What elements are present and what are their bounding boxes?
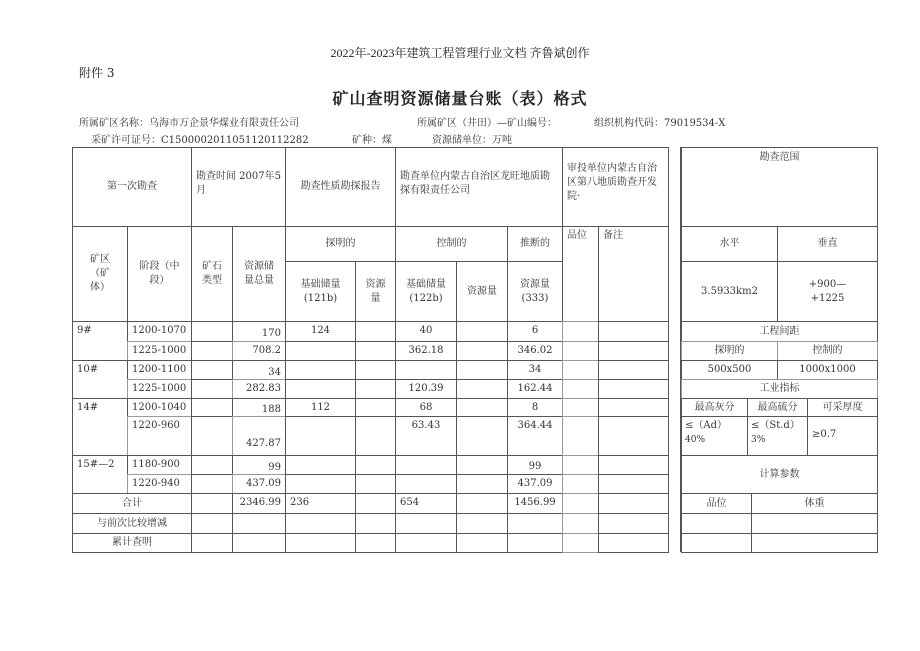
ore-type-cell bbox=[191, 493, 233, 514]
stage-cell: 1180-900 bbox=[127, 455, 192, 475]
remarks-cell bbox=[598, 360, 669, 380]
calc-grade: 品位 bbox=[681, 493, 752, 514]
empty-cell bbox=[507, 513, 563, 534]
empty-cell bbox=[562, 513, 599, 534]
ore-type-cell bbox=[191, 455, 233, 475]
ore-type-cell bbox=[191, 379, 233, 399]
total-cell: 99 bbox=[232, 455, 286, 475]
stage-cell: 1225-1000 bbox=[127, 379, 192, 399]
calc-title: 计算参数 bbox=[681, 455, 878, 494]
b121-cell bbox=[285, 360, 356, 380]
b122-cell bbox=[395, 455, 457, 475]
header-basic-121b: 基础储量(121b) bbox=[285, 261, 356, 322]
total-cell: 170 bbox=[232, 321, 286, 342]
r-controlled-cell bbox=[456, 398, 508, 417]
r-proven-cell bbox=[355, 321, 396, 342]
grade-cell bbox=[562, 398, 599, 417]
empty-cell bbox=[285, 533, 356, 553]
empty-cell bbox=[562, 533, 599, 553]
remarks-cell bbox=[598, 474, 669, 494]
header-total: 资源储量总量 bbox=[232, 226, 286, 322]
remarks-cell bbox=[598, 416, 669, 456]
spacing-proven: 探明的 bbox=[681, 341, 778, 361]
mineral-type: 矿种：煤 bbox=[352, 135, 392, 146]
header-resource-333: 资源量(333) bbox=[507, 261, 563, 322]
industry-title: 工业指标 bbox=[681, 379, 878, 399]
empty-cell bbox=[191, 513, 233, 534]
ore-type-cell bbox=[191, 341, 233, 361]
ore-type-cell bbox=[191, 398, 233, 417]
b121-cell bbox=[285, 341, 356, 361]
license-number: 采矿许可证号：C1500002011051120112282 bbox=[91, 135, 309, 146]
remarks-cell bbox=[598, 493, 669, 514]
district-cell: 15#—2 bbox=[72, 455, 128, 494]
district-cell: 9# bbox=[72, 321, 128, 361]
header-controlled: 控制的 bbox=[395, 226, 508, 262]
total-cell: 437.09 bbox=[232, 474, 286, 494]
empty-cell bbox=[751, 533, 878, 553]
r-controlled-cell bbox=[456, 360, 508, 380]
r333-cell: 162.44 bbox=[507, 379, 563, 399]
empty-cell bbox=[395, 533, 457, 553]
district-cell: 10# bbox=[72, 360, 128, 399]
r-controlled-cell bbox=[456, 416, 508, 456]
b122-cell: 362.18 bbox=[395, 341, 457, 361]
remarks-cell bbox=[598, 341, 669, 361]
empty-cell bbox=[681, 513, 752, 534]
stage-cell: 1225-1000 bbox=[127, 341, 192, 361]
remarks-cell bbox=[598, 398, 669, 417]
district-name: 所属矿区名称：乌海市万企景华煤业有限责任公司 bbox=[79, 118, 299, 129]
total-cell: 282.83 bbox=[232, 379, 286, 399]
sum-total: 2346.99 bbox=[232, 493, 286, 514]
b122-cell bbox=[395, 474, 457, 494]
review-unit: 审投单位内蒙古自治区第八地质勘查开发院· bbox=[562, 147, 669, 227]
b122-cell: 120.39 bbox=[395, 379, 457, 399]
header-remarks: 备注 bbox=[598, 226, 669, 322]
remarks-cell bbox=[598, 379, 669, 399]
grade-cell bbox=[562, 493, 599, 514]
document-header: 2022年-2023年建筑工程管理行业文档 齐鲁斌创作 bbox=[330, 46, 590, 60]
page-title: 矿山查明资源储量台账（表）格式 bbox=[332, 89, 588, 108]
spacing-title: 工程间距 bbox=[681, 321, 878, 342]
r-proven-cell bbox=[355, 341, 396, 361]
compare-label: 与前次比较增减 bbox=[72, 513, 192, 534]
sum-b122: 654 bbox=[395, 493, 457, 514]
max-ash-label: 最高灰分 bbox=[681, 398, 748, 417]
r-controlled-cell bbox=[456, 455, 508, 475]
sum-label: 合计 bbox=[72, 493, 192, 514]
district-cell: 14# bbox=[72, 398, 128, 456]
r-proven-cell bbox=[355, 455, 396, 475]
r-proven-cell bbox=[355, 360, 396, 380]
b121-cell: 112 bbox=[285, 398, 356, 417]
ore-type-cell bbox=[191, 416, 233, 456]
stage-cell: 1220-960 bbox=[127, 416, 192, 456]
r333-cell: 346.02 bbox=[507, 341, 563, 361]
grade-cell bbox=[562, 321, 599, 342]
r-controlled-cell bbox=[456, 321, 508, 342]
spacing-controlled: 控制的 bbox=[777, 341, 878, 361]
r333-cell: 99 bbox=[507, 455, 563, 475]
horizontal-value: 3.5933km2 bbox=[681, 261, 778, 322]
survey-nature: 勘查性质勘探报告 bbox=[285, 147, 396, 227]
empty-cell bbox=[681, 533, 752, 553]
mine-number: 所属矿区（井田）—矿山编号： bbox=[417, 118, 557, 129]
stage-cell: 1220-940 bbox=[127, 474, 192, 494]
b121-cell bbox=[285, 379, 356, 399]
total-cell: 34 bbox=[232, 360, 286, 380]
ash-value-line2: 40% bbox=[685, 435, 706, 445]
r333-cell: 437.09 bbox=[507, 474, 563, 494]
survey-unit: 勘查单位内蒙古自治区龙旺地质勘探有限责任公司 bbox=[395, 147, 563, 227]
unit-label: 资源储单位：万吨 bbox=[432, 135, 512, 146]
vertical-label: 垂直 bbox=[777, 226, 878, 262]
total-cell: 188 bbox=[232, 398, 286, 417]
ash-value-line1: ≤（Ad） bbox=[685, 420, 728, 431]
ore-type-cell bbox=[191, 360, 233, 380]
thickness-value: ≥0.7 bbox=[807, 416, 878, 456]
header-ore-type: 矿石类型 bbox=[191, 226, 233, 322]
ash-value bbox=[681, 416, 748, 456]
header-resource-controlled: 资源量 bbox=[456, 261, 508, 322]
min-thickness-label: 可采厚度 bbox=[807, 398, 878, 417]
grade-cell bbox=[562, 416, 599, 456]
r-proven-cell bbox=[355, 379, 396, 399]
sum-r333: 1456.99 bbox=[507, 493, 563, 514]
header-stage: 阶段（中段） bbox=[127, 226, 192, 322]
sum-b121: 236 bbox=[285, 493, 356, 514]
total-cell: 708.2 bbox=[232, 341, 286, 361]
remarks-cell bbox=[598, 321, 669, 342]
remarks-cell bbox=[598, 455, 669, 475]
b121-cell bbox=[285, 455, 356, 475]
b122-cell: 68 bbox=[395, 398, 457, 417]
stage-cell: 1200-1040 bbox=[127, 398, 192, 417]
empty-cell bbox=[751, 513, 878, 534]
max-sulfur-label: 最高硫分 bbox=[747, 398, 808, 417]
vertical-value: +900—+1225 bbox=[777, 261, 878, 322]
total-cell: 427.87 bbox=[232, 416, 286, 456]
r-proven-cell bbox=[355, 398, 396, 417]
grade-cell bbox=[562, 455, 599, 475]
grade-cell bbox=[562, 379, 599, 399]
stage-cell: 1200-1070 bbox=[127, 321, 192, 342]
grade-cell bbox=[562, 360, 599, 380]
spacing-controlled-value: 1000x1000 bbox=[777, 360, 878, 380]
ore-type-cell bbox=[191, 474, 233, 494]
r-controlled-cell bbox=[456, 379, 508, 399]
r-controlled-cell bbox=[456, 474, 508, 494]
empty-cell bbox=[355, 533, 396, 553]
horizontal-label: 水平 bbox=[681, 226, 778, 262]
org-code: 组织机构代码：79019534-X bbox=[594, 118, 726, 129]
ore-type-cell bbox=[191, 321, 233, 342]
b122-cell bbox=[395, 360, 457, 380]
sulfur-value-line1: ≤（St.d） bbox=[751, 420, 800, 431]
header-proven: 探明的 bbox=[285, 226, 396, 262]
empty-cell bbox=[285, 513, 356, 534]
header-grade: 品位 bbox=[562, 226, 599, 322]
header-resource-proven: 资源量 bbox=[355, 261, 396, 322]
grade-cell bbox=[562, 474, 599, 494]
empty-cell bbox=[598, 533, 669, 553]
cumulative-label: 累计查明 bbox=[72, 533, 192, 553]
empty-cell bbox=[456, 513, 508, 534]
stage-cell: 1200-1100 bbox=[127, 360, 192, 380]
empty-cell bbox=[232, 533, 286, 553]
r333-cell: 6 bbox=[507, 321, 563, 342]
calc-density: 体重 bbox=[751, 493, 878, 514]
header-district: 矿区（矿体） bbox=[72, 226, 128, 322]
sulfur-value-line2: 3% bbox=[751, 435, 766, 445]
r333-cell: 8 bbox=[507, 398, 563, 417]
r333-cell: 364.44 bbox=[507, 416, 563, 456]
header-inferred: 推断的 bbox=[507, 226, 563, 262]
first-survey: 第一次勘查 bbox=[72, 147, 192, 227]
b121-cell: 124 bbox=[285, 321, 356, 342]
empty-cell bbox=[191, 533, 233, 553]
r-controlled-cell bbox=[456, 341, 508, 361]
r-proven-cell bbox=[355, 493, 396, 514]
b122-cell: 63.43 bbox=[395, 416, 457, 456]
b121-cell bbox=[285, 416, 356, 456]
empty-cell bbox=[507, 533, 563, 553]
empty-cell bbox=[456, 533, 508, 553]
empty-cell bbox=[598, 513, 669, 534]
spacing-proven-value: 500x500 bbox=[681, 360, 778, 380]
empty-cell bbox=[355, 513, 396, 534]
attachment-label: 附件 3 bbox=[79, 66, 115, 80]
empty-cell bbox=[395, 513, 457, 534]
survey-time: 勘查时间 2007年5月 bbox=[191, 147, 286, 227]
r-proven-cell bbox=[355, 474, 396, 494]
grade-cell bbox=[562, 341, 599, 361]
r-controlled-cell bbox=[456, 493, 508, 514]
column-spacer bbox=[668, 147, 681, 552]
sulfur-value bbox=[747, 416, 808, 456]
r-proven-cell bbox=[355, 416, 396, 456]
b121-cell bbox=[285, 474, 356, 494]
empty-cell bbox=[232, 513, 286, 534]
header-basic-122b: 基础储量(122b) bbox=[395, 261, 457, 322]
b122-cell: 40 bbox=[395, 321, 457, 342]
scope-title: 勘查范围 bbox=[681, 147, 878, 227]
r333-cell: 34 bbox=[507, 360, 563, 380]
